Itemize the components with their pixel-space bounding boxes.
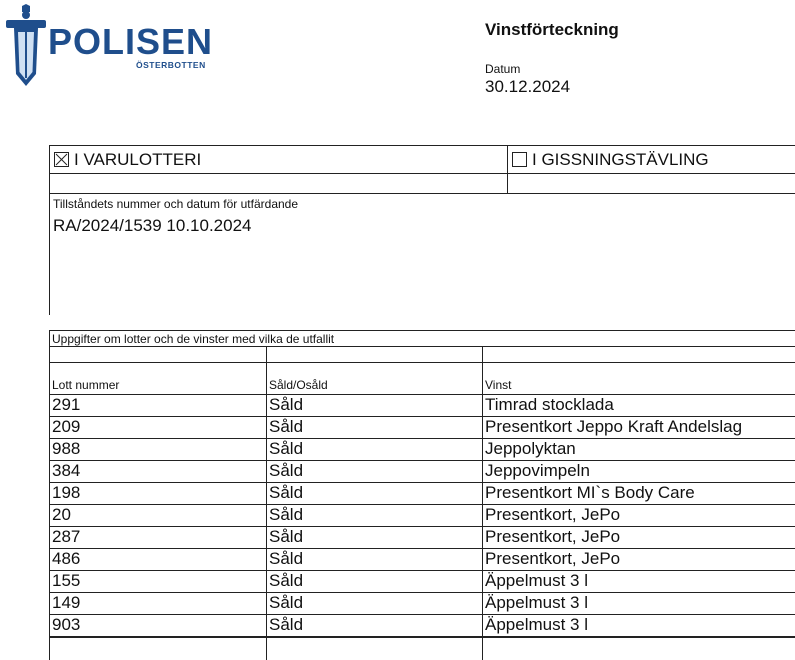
sald-status-cell: Såld xyxy=(269,549,304,568)
police-sword-badge-icon xyxy=(4,4,48,88)
option-gissningstavling[interactable] xyxy=(512,150,709,170)
sald-status-cell: Såld xyxy=(269,593,304,612)
vinst-cell: Presentkort, JePo xyxy=(485,527,621,546)
lott-nummer-cell: 384 xyxy=(52,461,81,480)
vinst-cell: Jeppolyktan xyxy=(485,439,576,458)
lott-nummer-cell: 291 xyxy=(52,395,81,414)
vinst-cell: Presentkort Jeppo Kraft Andelslag xyxy=(485,417,743,436)
lottery-info-box xyxy=(49,145,795,315)
sald-status-cell: Såld xyxy=(269,527,304,546)
vinst-cell: Presentkort, JePo xyxy=(485,505,621,524)
vinst-cell: Timrad stocklada xyxy=(485,395,614,414)
lott-nummer-cell: 287 xyxy=(52,527,81,546)
sald-status-cell: Såld xyxy=(269,439,304,458)
checked-checkbox-icon[interactable] xyxy=(54,152,69,167)
sald-status-cell: Såld xyxy=(269,615,304,634)
lott-nummer-cell: 20 xyxy=(52,505,71,524)
polisen-logo xyxy=(4,4,224,88)
sald-status-cell: Såld xyxy=(269,395,304,414)
vinst-cell: Äppelmust 3 l xyxy=(485,615,588,634)
column-header-sald-osald: Såld/Osåld xyxy=(269,378,328,392)
table-caption: Uppgifter om lotter och de vinster med vilka de utfallit xyxy=(52,332,335,346)
logo-wordmark: POLISEN xyxy=(48,21,214,62)
lott-nummer-cell: 486 xyxy=(52,549,81,568)
sald-status-cell: Såld xyxy=(269,483,304,502)
lott-nummer-cell: 209 xyxy=(52,417,81,436)
column-header-lott-nummer: Lott nummer xyxy=(52,378,120,392)
document-title: Vinstförteckning xyxy=(485,20,619,39)
permit-label: Tillståndets nummer och datum för utfärdande xyxy=(53,197,299,211)
option-varulotteri[interactable] xyxy=(54,150,201,170)
option-gissningstavling-label: I GISSNINGSTÄVLING xyxy=(532,150,709,169)
lott-nummer-cell: 155 xyxy=(52,571,81,590)
sald-status-cell: Såld xyxy=(269,461,304,480)
vinst-cell: Presentkort MI`s Body Care xyxy=(485,483,695,502)
unchecked-checkbox-icon[interactable] xyxy=(512,152,527,167)
date-value: 30.12.2024 xyxy=(485,77,571,96)
option-varulotteri-label: I VARULOTTERI xyxy=(74,150,202,169)
sald-status-cell: Såld xyxy=(269,571,304,590)
vinst-cell: Jeppovimpeln xyxy=(485,461,590,480)
lott-nummer-cell: 903 xyxy=(52,615,81,634)
vinst-cell: Äppelmust 3 l xyxy=(485,571,588,590)
permit-value: RA/2024/1539 10.10.2024 xyxy=(53,216,252,235)
date-label: Datum xyxy=(485,62,521,76)
lott-nummer-cell: 149 xyxy=(52,593,81,612)
column-header-vinst: Vinst xyxy=(485,378,512,392)
vinst-cell: Presentkort, JePo xyxy=(485,549,621,568)
sald-status-cell: Såld xyxy=(269,417,304,436)
prize-table xyxy=(49,330,795,660)
lott-nummer-cell: 198 xyxy=(52,483,81,502)
logo-region: ÖSTERBOTTEN xyxy=(136,60,206,70)
lott-nummer-cell: 988 xyxy=(52,439,81,458)
sald-status-cell: Såld xyxy=(269,505,304,524)
vinst-cell: Äppelmust 3 l xyxy=(485,593,588,612)
